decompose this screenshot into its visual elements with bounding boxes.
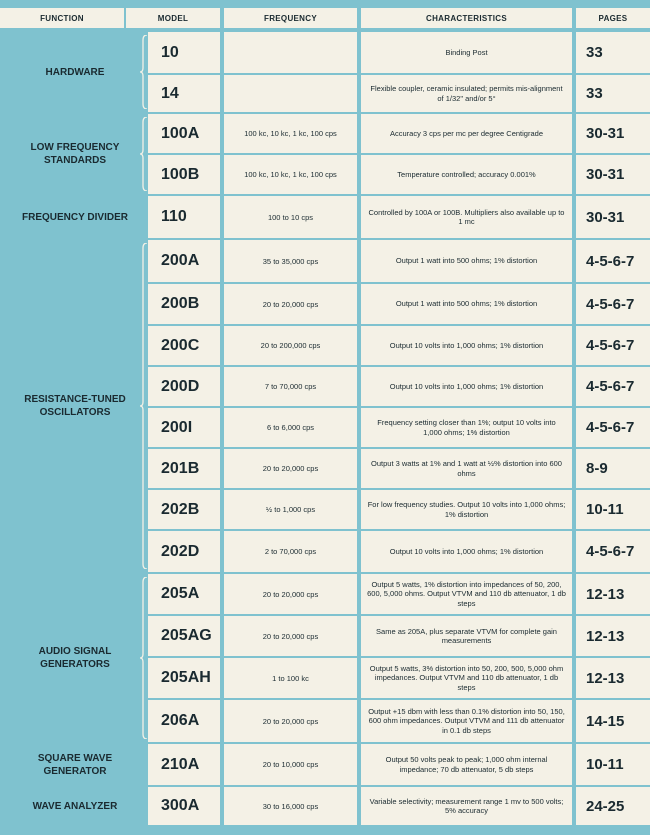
characteristics-cell: Temperature controlled; accuracy 0.001% bbox=[361, 155, 572, 194]
frequency-cell: 7 to 70,000 cps bbox=[224, 367, 357, 406]
pages-cell: 30-31 bbox=[576, 196, 650, 238]
frequency-cell: 100 kc, 10 kc, 1 kc, 100 cps bbox=[224, 155, 357, 194]
header-pages: PAGES bbox=[576, 8, 650, 28]
table-row bbox=[148, 787, 650, 825]
model-cell: 200B bbox=[148, 284, 220, 324]
characteristics-cell: Output 10 volts into 1,000 ohms; 1% distortion bbox=[361, 531, 572, 572]
characteristics-cell: Controlled by 100A or 100B. Multipliers also available up to 1 mc bbox=[361, 196, 572, 238]
function-label bbox=[0, 114, 150, 194]
table-row bbox=[148, 326, 650, 365]
frequency-cell: 20 to 200,000 cps bbox=[224, 326, 357, 365]
header-function: FUNCTION bbox=[0, 8, 126, 28]
frequency-cell: 30 to 16,000 cps bbox=[224, 787, 357, 825]
model-cell: 200A bbox=[148, 240, 220, 282]
function-label-text: SQUARE WAVE GENERATOR bbox=[37, 752, 113, 777]
pages-cell: 4-5-6-7 bbox=[576, 240, 650, 282]
frequency-cell: 6 to 6,000 cps bbox=[224, 408, 357, 447]
table-row bbox=[148, 490, 650, 529]
function-label bbox=[0, 787, 150, 825]
model-cell: 200C bbox=[148, 326, 220, 365]
table-row bbox=[148, 658, 650, 698]
characteristics-cell: Flexible coupler, ceramic insulated; permits mis-alignment of 1/32" and/or 5° bbox=[361, 75, 572, 112]
model-cell: 110 bbox=[148, 196, 220, 238]
group-brace bbox=[140, 577, 148, 739]
function-label-text: RESISTANCE-TUNED OSCILLATORS bbox=[24, 394, 126, 418]
function-label bbox=[0, 240, 150, 572]
frequency-cell: 20 to 10,000 cps bbox=[224, 744, 357, 785]
frequency-cell: 20 to 20,000 cps bbox=[224, 449, 357, 488]
table-row bbox=[148, 196, 650, 238]
model-cell: 200I bbox=[148, 408, 220, 447]
table-row bbox=[148, 700, 650, 742]
group-brace bbox=[140, 117, 148, 191]
frequency-cell: ½ to 1,000 cps bbox=[224, 490, 357, 529]
characteristics-cell: Output 5 watts, 1% distortion into impedances of 50, 200, 600, 5,000 ohms. Output VTVM and 110 db attenuator, 1 db steps bbox=[361, 574, 572, 614]
frequency-cell: 2 to 70,000 cps bbox=[224, 531, 357, 572]
table-row bbox=[148, 75, 650, 112]
pages-cell: 33 bbox=[576, 75, 650, 112]
frequency-cell: 20 to 20,000 cps bbox=[224, 284, 357, 324]
model-cell: 14 bbox=[148, 75, 220, 112]
characteristics-cell: Output 10 volts into 1,000 ohms; 1% distortion bbox=[361, 367, 572, 406]
pages-cell: 12-13 bbox=[576, 616, 650, 656]
characteristics-cell: Output 50 volts peak to peak; 1,000 ohm internal impedance; 70 db attenuator, 5 db steps bbox=[361, 744, 572, 785]
group-brace bbox=[140, 243, 148, 569]
table-row bbox=[148, 155, 650, 194]
function-label bbox=[0, 32, 150, 112]
pages-cell: 8-9 bbox=[576, 449, 650, 488]
table-row bbox=[148, 367, 650, 406]
characteristics-cell: Output 3 watts at 1% and 1 watt at ½% distortion into 600 ohms bbox=[361, 449, 572, 488]
function-label bbox=[0, 196, 150, 238]
table-row bbox=[148, 531, 650, 572]
pages-cell: 4-5-6-7 bbox=[576, 531, 650, 572]
function-label bbox=[0, 574, 150, 742]
characteristics-cell: Same as 205A, plus separate VTVM for complete gain measurements bbox=[361, 616, 572, 656]
model-cell: 202B bbox=[148, 490, 220, 529]
frequency-cell: 20 to 20,000 cps bbox=[224, 574, 357, 614]
frequency-cell: 100 to 10 cps bbox=[224, 196, 357, 238]
pages-cell: 10-11 bbox=[576, 744, 650, 785]
frequency-cell: 35 to 35,000 cps bbox=[224, 240, 357, 282]
model-cell: 100B bbox=[148, 155, 220, 194]
header-model: MODEL bbox=[126, 8, 222, 28]
frequency-cell bbox=[224, 32, 357, 73]
function-label-text: HARDWARE bbox=[45, 66, 105, 78]
model-cell: 200D bbox=[148, 367, 220, 406]
characteristics-cell: Output 1 watt into 500 ohms; 1% distortion bbox=[361, 284, 572, 324]
table-row bbox=[148, 449, 650, 488]
table-row bbox=[148, 616, 650, 656]
frequency-cell: 20 to 20,000 cps bbox=[224, 700, 357, 742]
characteristics-cell: Output 10 volts into 1,000 ohms; 1% distortion bbox=[361, 326, 572, 365]
table-row bbox=[148, 408, 650, 447]
frequency-cell: 100 kc, 10 kc, 1 kc, 100 cps bbox=[224, 114, 357, 153]
header-frequency: FREQUENCY bbox=[224, 8, 359, 28]
function-label bbox=[0, 744, 150, 785]
pages-cell: 24-25 bbox=[576, 787, 650, 825]
pages-cell: 4-5-6-7 bbox=[576, 284, 650, 324]
table-row bbox=[148, 114, 650, 153]
frequency-cell: 1 to 100 kc bbox=[224, 658, 357, 698]
table-row bbox=[148, 32, 650, 73]
characteristics-cell: For low frequency studies. Output 10 volts into 1,000 ohms; 1% distortion bbox=[361, 490, 572, 529]
characteristics-cell: Output 5 watts, 3% distortion into 50, 200, 500, 5,000 ohm impedances. Output VTVM and 110 db attenuator, 1 db steps bbox=[361, 658, 572, 698]
model-cell: 100A bbox=[148, 114, 220, 153]
pages-cell: 10-11 bbox=[576, 490, 650, 529]
pages-cell: 12-13 bbox=[576, 574, 650, 614]
function-label-text: WAVE ANALYZER bbox=[32, 800, 118, 812]
function-label-text: AUDIO SIGNAL GENERATORS bbox=[38, 646, 112, 670]
function-label-text: FREQUENCY DIVIDER bbox=[22, 211, 128, 223]
model-cell: 210A bbox=[148, 744, 220, 785]
model-cell: 206A bbox=[148, 700, 220, 742]
pages-cell: 30-31 bbox=[576, 114, 650, 153]
pages-cell: 30-31 bbox=[576, 155, 650, 194]
characteristics-cell: Accuracy 3 cps per mc per degree Centigrade bbox=[361, 114, 572, 153]
model-cell: 201B bbox=[148, 449, 220, 488]
model-cell: 205AH bbox=[148, 658, 220, 698]
pages-cell: 4-5-6-7 bbox=[576, 367, 650, 406]
function-label-text: LOW FREQUENCY STANDARDS bbox=[30, 142, 120, 166]
table-row bbox=[148, 744, 650, 785]
pages-cell: 12-13 bbox=[576, 658, 650, 698]
table-row bbox=[148, 240, 650, 282]
model-cell: 205A bbox=[148, 574, 220, 614]
pages-cell: 4-5-6-7 bbox=[576, 326, 650, 365]
model-cell: 202D bbox=[148, 531, 220, 572]
characteristics-cell: Frequency setting closer than 1%; output 10 volts into 1,000 ohms; 1% distortion bbox=[361, 408, 572, 447]
table-row bbox=[148, 284, 650, 324]
pages-cell: 33 bbox=[576, 32, 650, 73]
pages-cell: 4-5-6-7 bbox=[576, 408, 650, 447]
table-row bbox=[148, 574, 650, 614]
pages-cell: 14-15 bbox=[576, 700, 650, 742]
header-characteristics: CHARACTERISTICS bbox=[361, 8, 574, 28]
model-cell: 300A bbox=[148, 787, 220, 825]
frequency-cell bbox=[224, 75, 357, 112]
frequency-cell: 20 to 20,000 cps bbox=[224, 616, 357, 656]
characteristics-cell: Output +15 dbm with less than 0.1% distortion into 50, 150, 600 ohm impedances. Output VTVM and 111 db attenuator in 0.1 db steps bbox=[361, 700, 572, 742]
model-cell: 10 bbox=[148, 32, 220, 73]
characteristics-cell: Output 1 watt into 500 ohms; 1% distortion bbox=[361, 240, 572, 282]
characteristics-cell: Binding Post bbox=[361, 32, 572, 73]
characteristics-cell: Variable selectivity; measurement range 1 mv to 500 volts; 5% accuracy bbox=[361, 787, 572, 825]
group-brace bbox=[140, 35, 148, 109]
model-cell: 205AG bbox=[148, 616, 220, 656]
